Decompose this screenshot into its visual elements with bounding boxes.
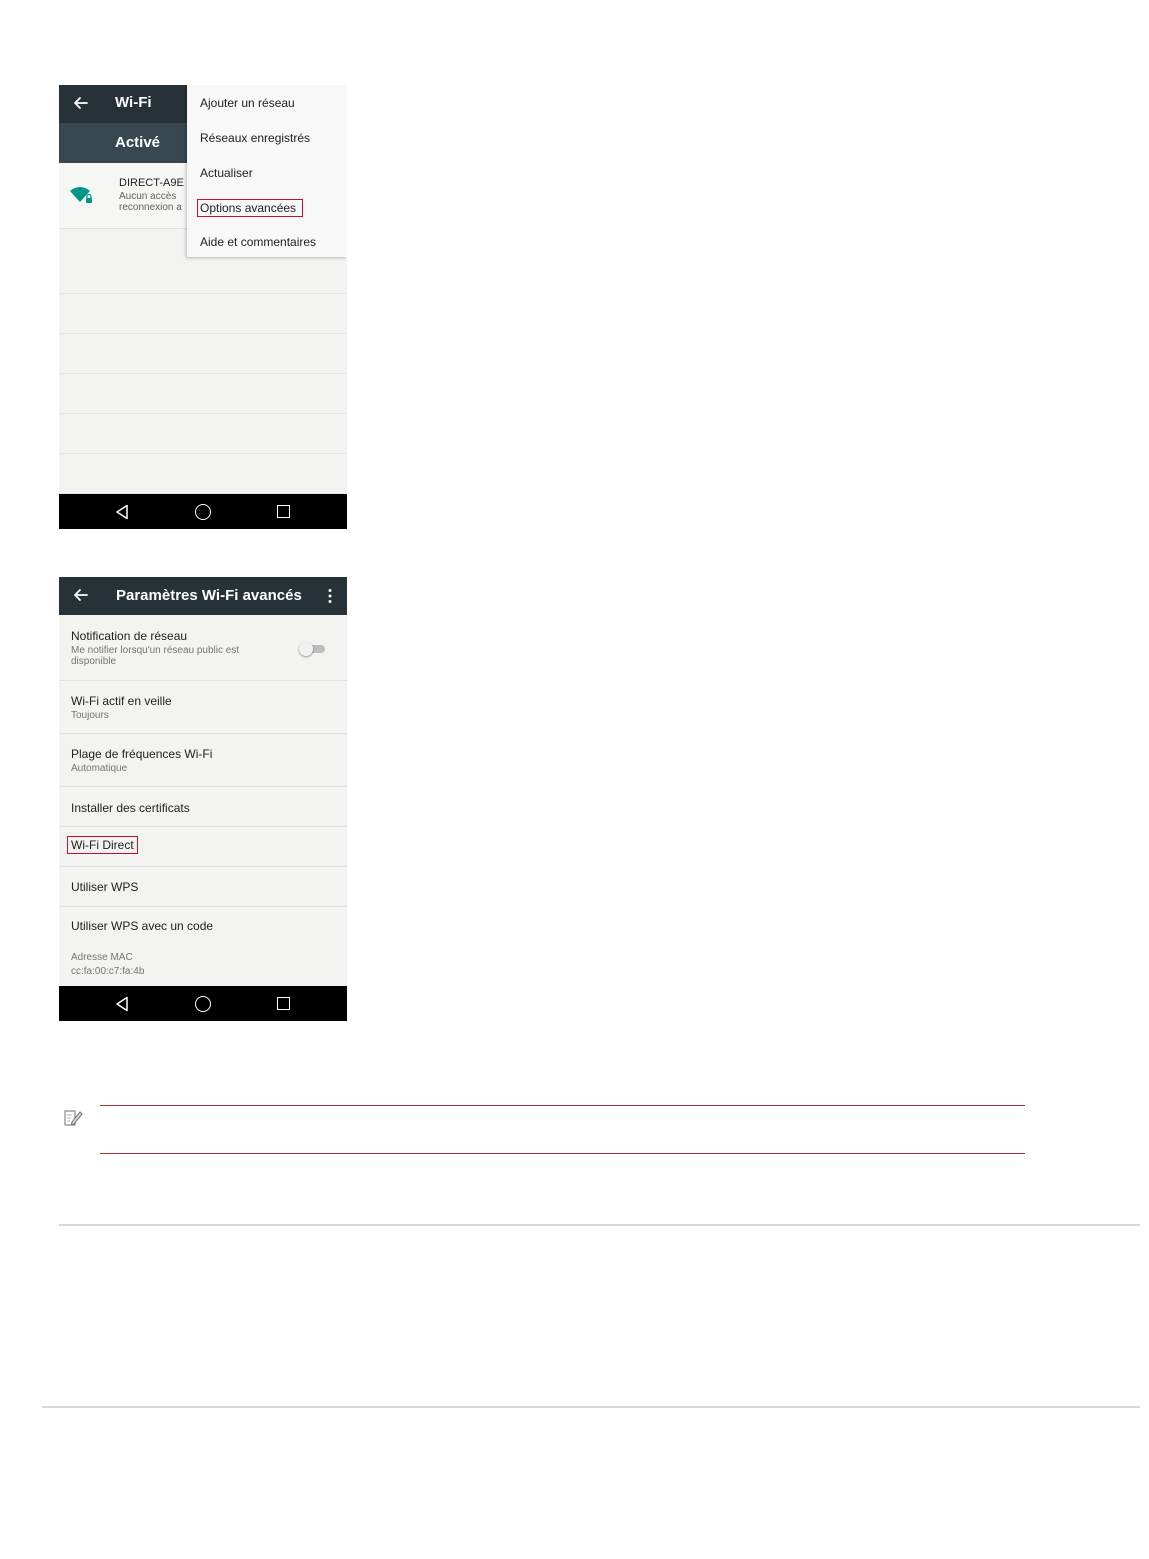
note-pencil-icon <box>63 1108 83 1128</box>
square-recents-icon[interactable] <box>277 997 290 1010</box>
setting-frequency-band[interactable] <box>59 734 347 787</box>
advanced-wifi-screenshot <box>59 577 347 1021</box>
arrow-left-icon[interactable] <box>71 93 91 113</box>
setting-subtitle: Me notifier lorsqu'un réseau public est <box>71 645 240 656</box>
menu-item-advanced-options[interactable]: Options avancées <box>197 199 303 217</box>
setting-subtitle: Automatique <box>71 763 128 774</box>
setting-subtitle: Toujours <box>71 710 109 721</box>
setting-wifi-direct[interactable] <box>59 827 347 867</box>
mac-address-label: Adresse MAC <box>71 952 133 963</box>
mac-address-value: cc:fa:00:c7:fa:4b <box>71 966 145 977</box>
menu-item-add-network[interactable]: Ajouter un réseau <box>200 96 295 110</box>
arrow-left-icon[interactable] <box>71 585 91 605</box>
square-recents-icon[interactable] <box>277 505 290 518</box>
menu-item-help-feedback[interactable]: Aide et commentaires <box>200 235 317 249</box>
setting-title: Utiliser WPS <box>71 880 139 894</box>
network-ssid: DIRECT-A9E <box>119 177 184 189</box>
setting-title: Wi-Fi Direct <box>67 836 138 854</box>
setting-title: Plage de fréquences Wi-Fi <box>71 747 213 761</box>
setting-wps-pin[interactable] <box>59 907 347 947</box>
advanced-app-bar <box>59 577 347 615</box>
network-status-line2: reconnexion a <box>119 202 182 213</box>
system-nav-bar <box>59 494 347 529</box>
setting-title: Wi-Fi actif en veille <box>71 694 172 708</box>
system-nav-bar <box>59 986 347 1021</box>
circle-home-icon[interactable] <box>195 996 211 1012</box>
setting-title: Utiliser WPS avec un code <box>71 919 214 933</box>
faded-list-item <box>59 454 347 494</box>
menu-item-saved-networks[interactable]: Réseaux enregistrés <box>200 131 311 145</box>
faded-list-item <box>59 374 347 414</box>
wifi-status-label: Activé <box>115 134 161 151</box>
footer-divider <box>42 1406 1140 1408</box>
toggle-thumb <box>299 642 313 656</box>
faded-list-item <box>59 414 347 454</box>
page-title: Wi-Fi <box>115 94 152 111</box>
setting-subtitle: disponible <box>71 656 117 667</box>
wifi-screenshot <box>59 85 347 529</box>
notification-toggle[interactable] <box>299 642 327 656</box>
triangle-back-icon[interactable] <box>115 996 129 1012</box>
note-top-rule <box>100 1105 1025 1106</box>
triangle-back-icon[interactable] <box>115 504 129 520</box>
setting-title: Installer des certificats <box>71 801 190 815</box>
network-status-line1: Aucun accès <box>119 191 177 202</box>
note-bottom-rule <box>100 1153 1025 1154</box>
setting-network-notification[interactable] <box>59 615 347 681</box>
circle-home-icon[interactable] <box>195 504 211 520</box>
more-vert-icon[interactable] <box>327 588 333 604</box>
menu-item-refresh[interactable]: Actualiser <box>200 166 253 180</box>
setting-install-certificates[interactable] <box>59 787 347 827</box>
overflow-menu <box>187 85 347 257</box>
setting-wifi-sleep[interactable] <box>59 681 347 734</box>
faded-list-item <box>59 254 347 294</box>
section-divider <box>59 1224 1140 1226</box>
page-title: Paramètres Wi-Fi avancés <box>116 587 302 604</box>
wifi-lock-icon <box>69 185 93 207</box>
faded-list-item <box>59 294 347 334</box>
setting-use-wps[interactable] <box>59 867 347 907</box>
setting-title: Notification de réseau <box>71 629 188 643</box>
faded-list-item <box>59 334 347 374</box>
